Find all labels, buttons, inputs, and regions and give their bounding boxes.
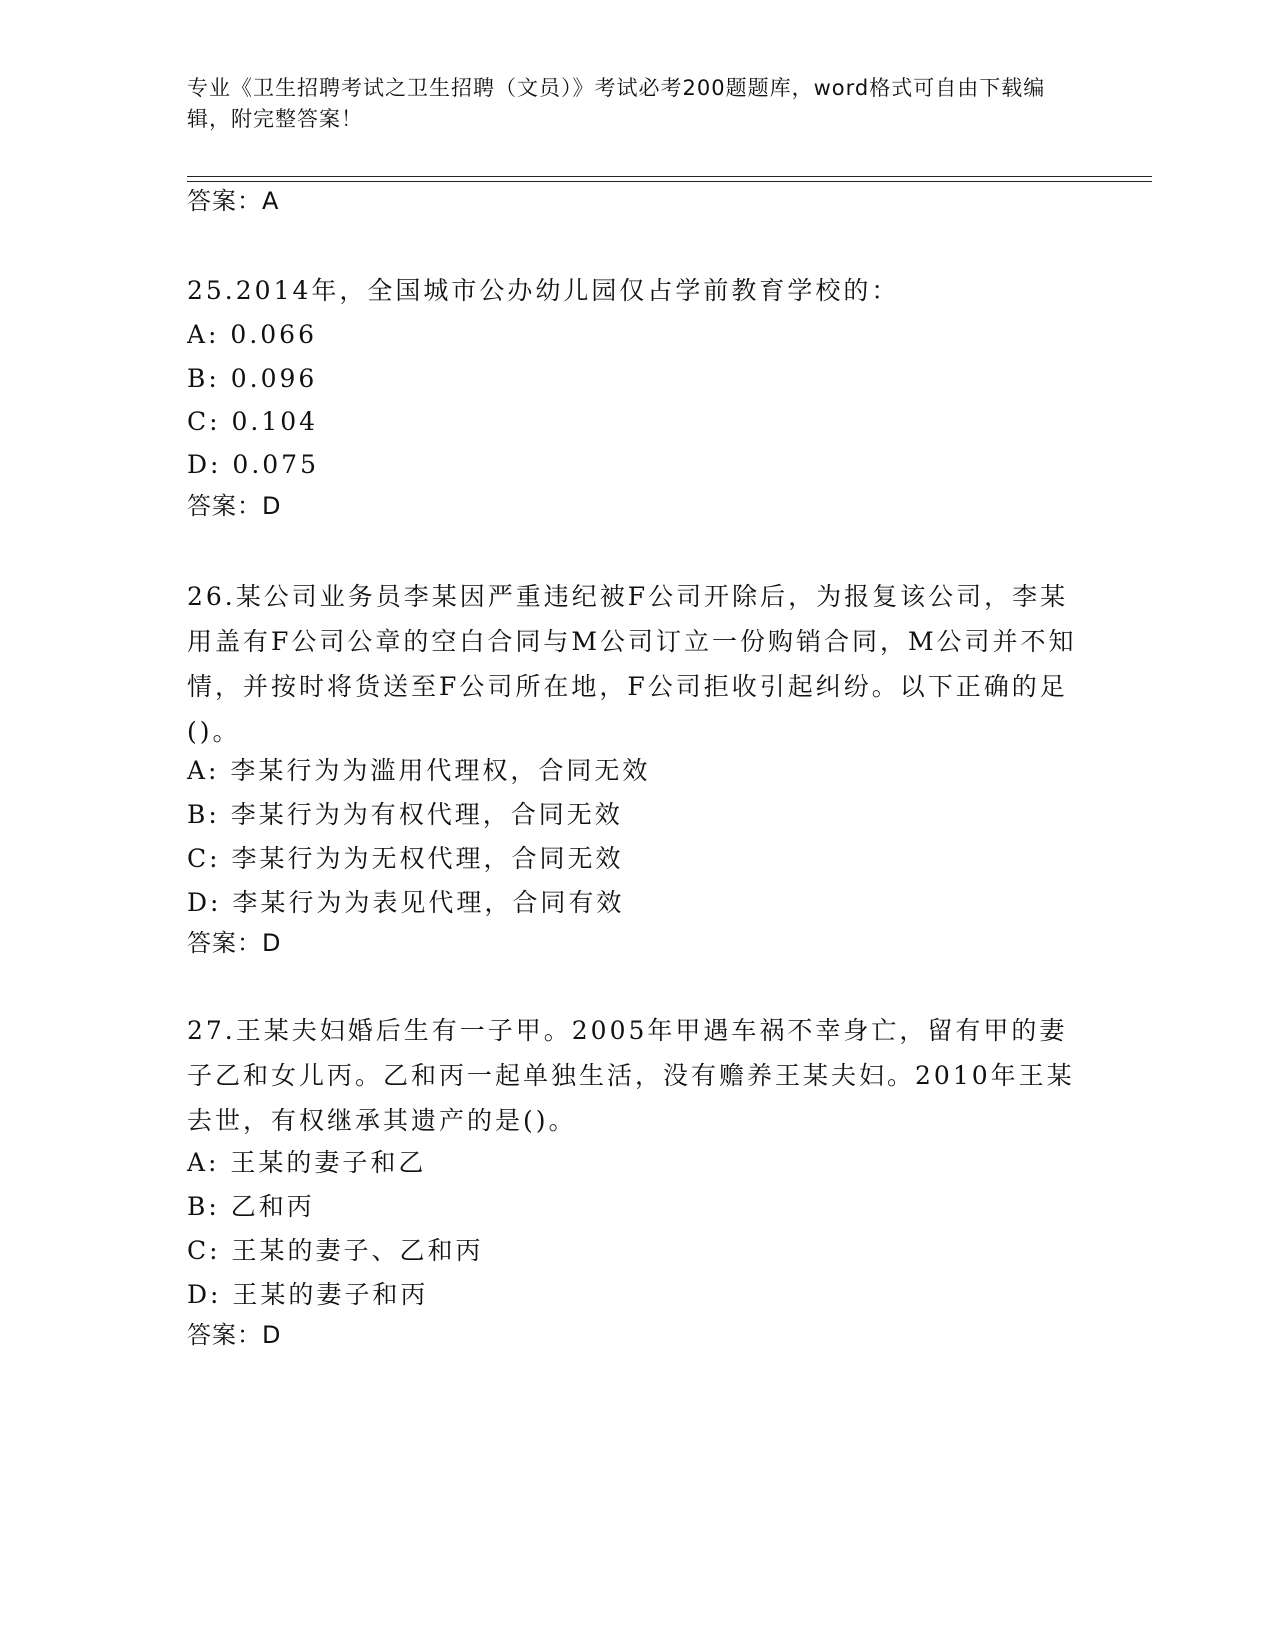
question-25-option-b: B: 0.096 bbox=[187, 364, 318, 393]
previous-answer: 答案：A bbox=[187, 187, 280, 215]
question-26-option-b: B: 李某行为为有权代理，合同无效 bbox=[187, 800, 623, 829]
header-divider-top bbox=[187, 176, 1152, 177]
question-26-option-c: C: 李某行为为无权代理，合同无效 bbox=[187, 844, 624, 873]
question-25-option-d: D: 0.075 bbox=[187, 450, 319, 479]
question-26-stem: 26.某公司业务员李某因严重违纪被F公司开除后，为报复该公司，李某用盖有F公司公章的空白合同与M公司订立一份购销合同，M公司并不知情，并按时将货送至F公司所在地，F公司拒收引起纠纷。以下正确的足()。 bbox=[187, 582, 1077, 746]
document-header: 专业《卫生招聘考试之卫生招聘（文员）》考试必考200题题库，word格式可自由下载编辑，附完整答案！ bbox=[187, 76, 1046, 131]
question-25-option-c: C: 0.104 bbox=[187, 407, 319, 436]
question-27-option-c: C: 王某的妻子、乙和丙 bbox=[187, 1236, 484, 1265]
question-26-answer: 答案：D bbox=[187, 929, 282, 957]
question-25-answer: 答案：D bbox=[187, 492, 282, 520]
question-26-option-d: D: 李某行为为表见代理，合同有效 bbox=[187, 888, 625, 917]
question-27-option-b: B: 乙和丙 bbox=[187, 1192, 315, 1221]
question-26-option-a: A: 李某行为为滥用代理权，合同无效 bbox=[187, 756, 651, 785]
question-25-option-a: A: 0.066 bbox=[187, 320, 317, 349]
question-27-stem: 27.王某夫妇婚后生有一子甲。2005年甲遇车祸不幸身亡，留有甲的妻子乙和女儿丙。乙和丙一起单独生活，没有赡养王某夫妇。2010年王某去世，有权继承其遗产的是()。 bbox=[187, 1016, 1075, 1135]
question-27-answer: 答案：D bbox=[187, 1321, 282, 1349]
question-27-option-d: D: 王某的妻子和丙 bbox=[187, 1280, 429, 1309]
question-27-option-a: A: 王某的妻子和乙 bbox=[187, 1148, 427, 1177]
question-25-stem: 25.2014年，全国城市公办幼儿园仅占学前教育学校的： bbox=[187, 276, 900, 305]
header-divider-bottom bbox=[187, 181, 1152, 182]
